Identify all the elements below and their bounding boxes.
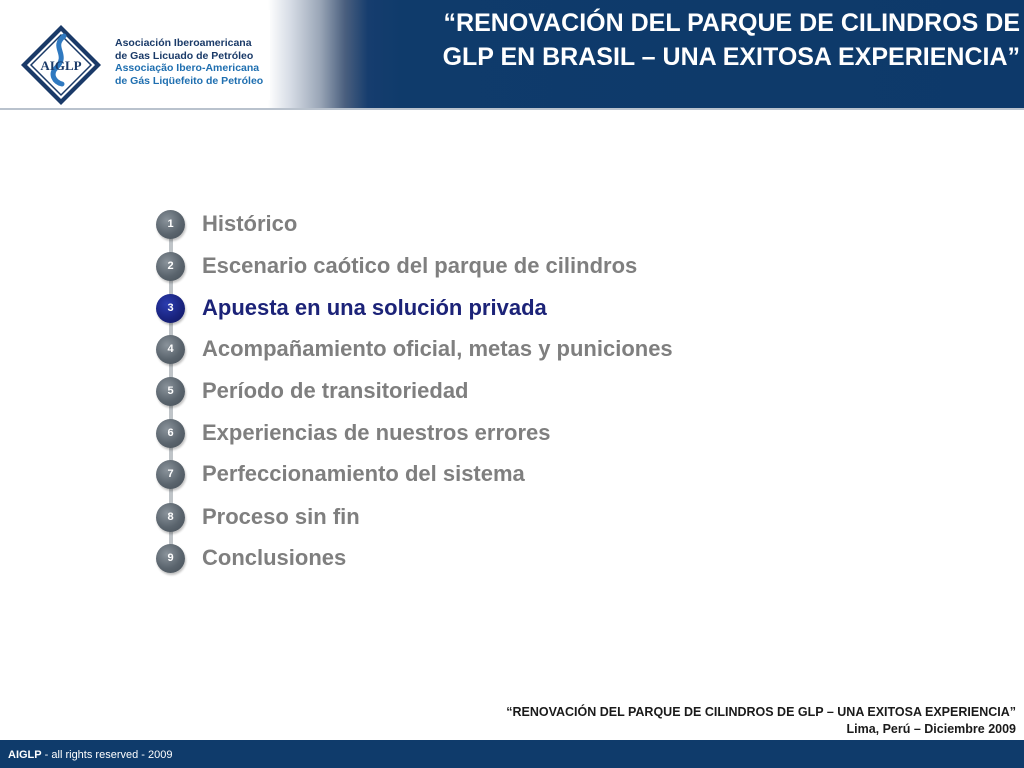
presentation-subtitle-line1: “RENOVACIÓN DEL PARQUE DE CILINDROS DE GLP – UNA EXITOSA EXPERIENCIA” <box>506 705 1016 719</box>
org-name <box>115 37 263 87</box>
agenda-bullet: 5 <box>156 377 185 406</box>
agenda-bullet: 1 <box>156 210 185 239</box>
header-divider <box>0 108 1024 110</box>
copyright-notice <box>8 749 172 761</box>
footer-rights: - all rights reserved - 2009 <box>41 749 173 761</box>
agenda-item-label-active: Apuesta en una solución privada <box>202 295 547 320</box>
agenda-item-label: Escenario caótico del parque de cilindros <box>202 253 638 278</box>
agenda-bullet-active: 3 <box>156 294 185 323</box>
agenda-bullet: 8 <box>156 503 185 532</box>
slide-title <box>330 6 1020 74</box>
agenda-bullet: 7 <box>156 460 185 489</box>
agenda-bullet: 9 <box>156 544 185 573</box>
agenda-item-label: Perfeccionamiento del sistema <box>202 461 525 486</box>
logo-panel <box>6 10 270 100</box>
aiglp-logo <box>20 24 102 106</box>
agenda-bullet: 4 <box>156 335 185 364</box>
presentation-subtitle <box>506 704 1016 738</box>
org-name-es-line1: Asociación Iberoamericana <box>115 37 252 49</box>
agenda-list <box>150 205 850 580</box>
header-bar <box>0 0 1024 109</box>
agenda-bullet: 6 <box>156 419 185 448</box>
org-name-pt-line2: de Gás Liqüefeito de Petróleo <box>115 74 264 87</box>
footer-brand: AIGLP <box>8 749 42 761</box>
agenda-item-label: Histórico <box>202 211 298 236</box>
agenda-item-label: Proceso sin fin <box>202 504 360 529</box>
svg-text:AIGLP: AIGLP <box>40 58 82 73</box>
org-name-pt-line1: Associação Ibero-Americana <box>115 62 260 74</box>
slide-title-line1: “RENOVACIÓN DEL PARQUE DE CILINDROS DE <box>443 9 1020 37</box>
slide-title-line2: GLP EN BRASIL – UNA EXITOSA EXPERIENCIA” <box>442 43 1020 71</box>
agenda-item-label: Acompañamiento oficial, metas y puniciones <box>202 336 673 361</box>
agenda-item-label: Experiencias de nuestros errores <box>202 420 551 445</box>
presentation-date-location: Lima, Perú – Diciembre 2009 <box>846 722 1016 736</box>
org-name-es-line2: de Gas Licuado de Petróleo <box>115 49 254 62</box>
agenda-item-label: Período de transitoriedad <box>202 378 469 403</box>
agenda-bullet: 2 <box>156 252 185 281</box>
agenda-item-label: Conclusiones <box>202 545 347 570</box>
footer-bar <box>0 740 1024 768</box>
